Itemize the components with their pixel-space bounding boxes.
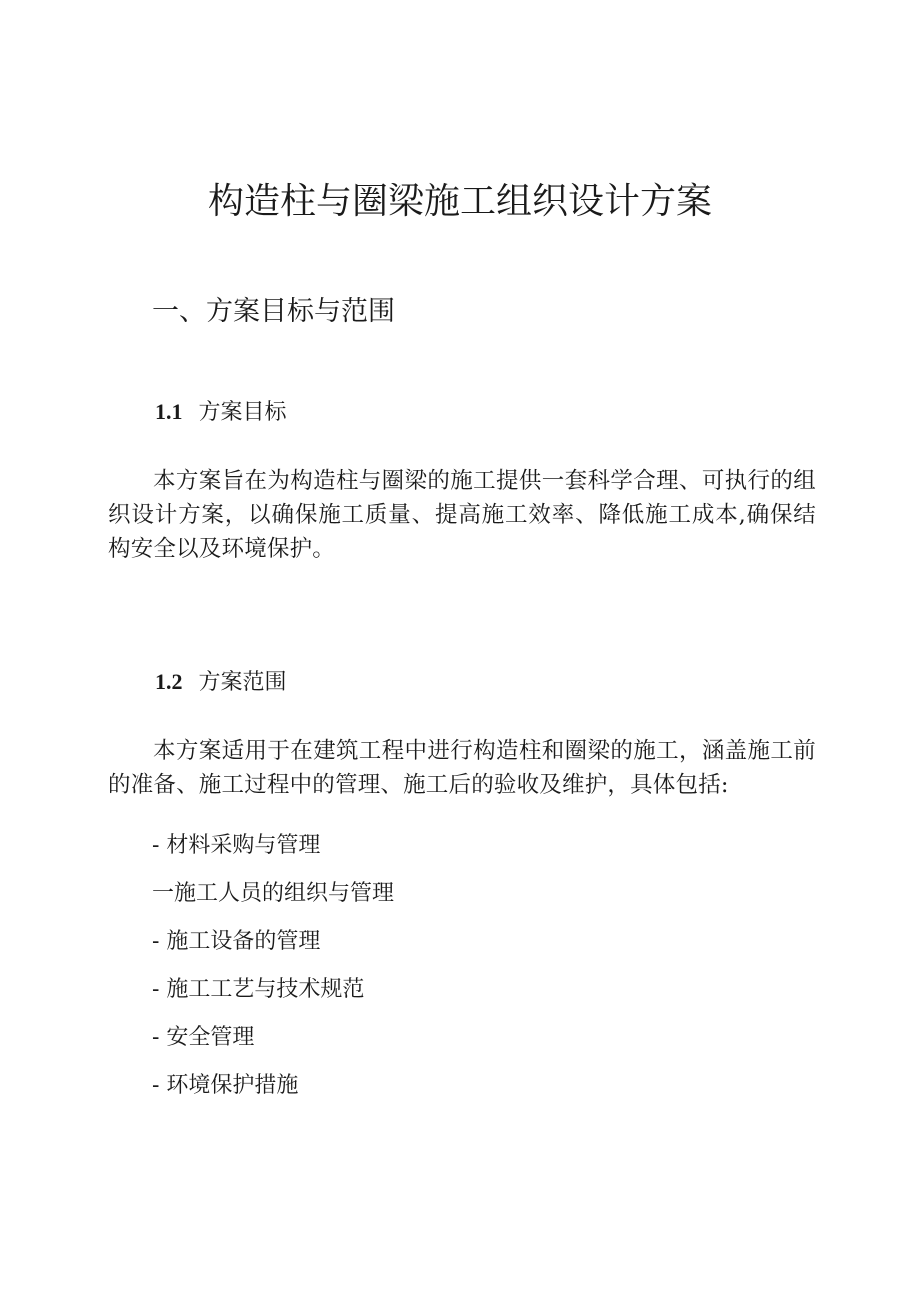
subsection-number: 1.1 — [155, 399, 183, 424]
paragraph-scope: 本方案适用于在建筑工程中进行构造柱和圈梁的施工，涵盖施工前的准备、施工过程中的管理、施工后的验收及维护，具体包括: — [108, 738, 816, 798]
list-item: - 施工设备的管理 — [152, 929, 321, 954]
subsection-heading-1-1 — [155, 396, 287, 429]
list-item: - 施工工艺与技术规范 — [152, 977, 365, 1002]
subsection-label: 方案目标 — [198, 400, 287, 425]
document-title: 构造柱与圈梁施工组织设计方案 — [207, 181, 712, 222]
subsection-heading-1-2 — [155, 666, 287, 699]
subsection-number: 1.2 — [155, 669, 183, 694]
subsection-label: 方案范围 — [198, 670, 287, 695]
scope-list — [152, 828, 394, 1116]
list-item: - 安全管理 — [152, 1025, 255, 1050]
list-item: - 材料采购与管理 — [152, 833, 321, 858]
list-item: 一施工人员的组织与管理 — [152, 881, 395, 906]
list-item: - 环境保护措施 — [152, 1073, 299, 1098]
paragraph-objective: 本方案旨在为构造柱与圈梁的施工提供一套科学合理、可执行的组织设计方案，以确保施工质量、提高施工效率、降低施工成本,确保结构安全以及环境保护。 — [108, 468, 816, 562]
section-heading: 一、方案目标与范围 — [152, 296, 395, 327]
